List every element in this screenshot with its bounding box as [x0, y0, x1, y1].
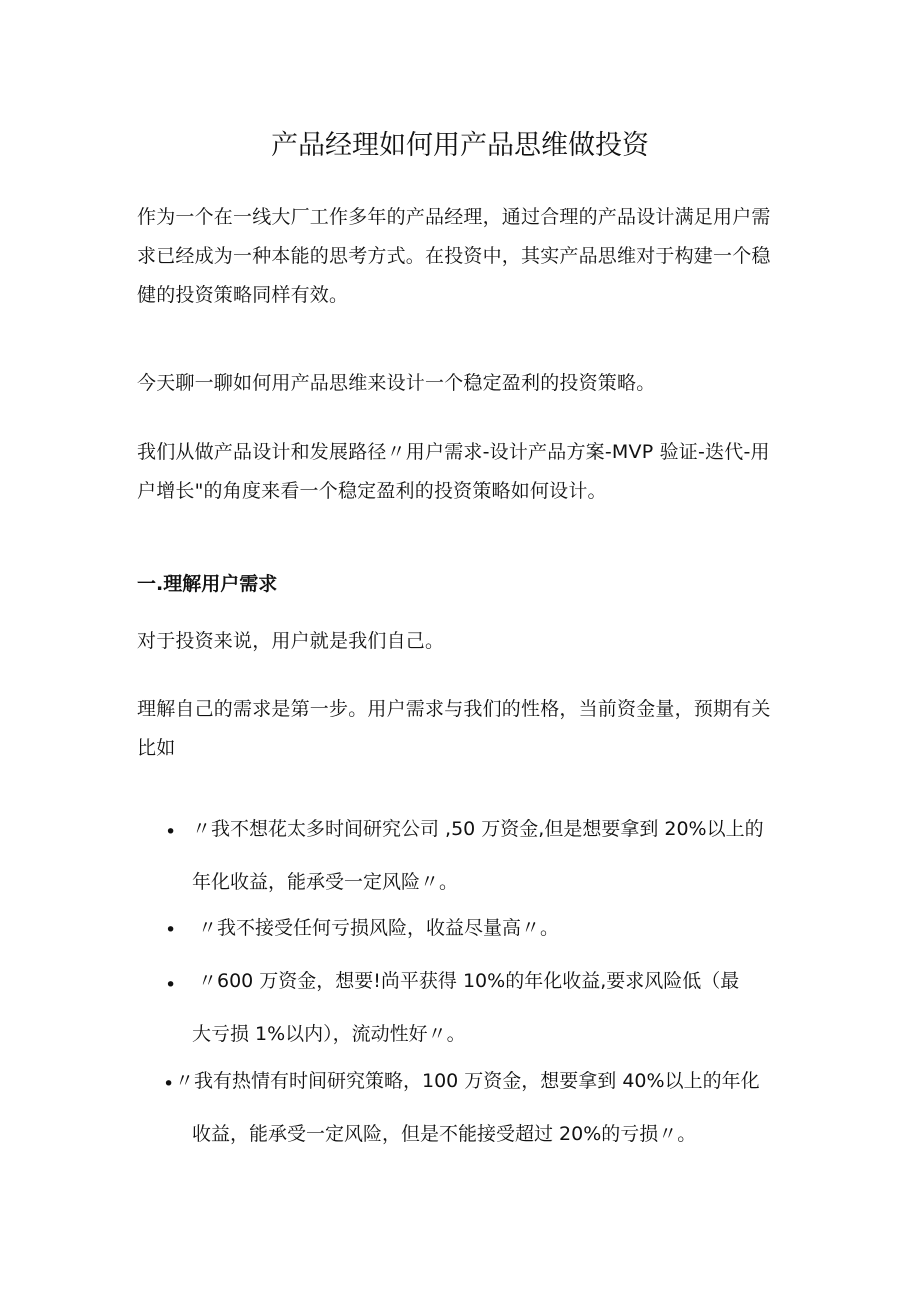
section-heading: 一.理解用户需求 [137, 573, 278, 595]
bullet-marker: • [165, 821, 177, 843]
list-item [175, 1055, 775, 1161]
intro-paragraph: 作为一个在一线大厂工作多年的产品经理，通过合理的产品设计满足用户需求已经成为一种本能的思考方式。在投资中，其实产品思维对于构建一个稳健的投资策略同样有效。 [137, 206, 771, 306]
list-item-line: 〃我不接受任何亏损风险，收益尽量高〃。 [198, 917, 560, 939]
bullet-marker: • [165, 974, 177, 996]
list-item-line: 〃我不想花太多时间研究公司 ,50 万资金,但是想要拿到 20%以上的 [192, 818, 764, 840]
bullet-marker: • [165, 919, 177, 941]
topic-paragraph: 今天聊一聊如何用产品思维来设计一个稳定盈利的投资策略。 [137, 372, 656, 394]
list-item-line: 〃600 万资金，想要!尚平获得 10%的年化收益,要求风险低（最 [198, 970, 740, 992]
list-item-line: 大亏损 1%以内），流动性好〃。 [192, 1023, 466, 1045]
list-item-line: 收益，能承受一定风险，但是不能接受超过 20%的亏损〃。 [192, 1123, 697, 1145]
user-needs-paragraph: 理解自己的需求是第一步。用户需求与我们的性格，当前资金量，预期有关比如 [137, 698, 771, 759]
list-item-line: 年化收益，能承受一定风险〃。 [192, 871, 459, 893]
approach-paragraph: 我们从做产品设计和发展路径〃用户需求-设计产品方案-MVP 验证-迭代-用户增长"的角度来看一个稳定盈利的投资策略如何设计。 [137, 441, 770, 502]
list-item [192, 955, 798, 1061]
list-item [198, 902, 798, 955]
user-definition-paragraph: 对于投资来说，用户就是我们自己。 [137, 630, 445, 652]
bullet-marker: • [163, 1073, 175, 1095]
list-item-line: 〃我有热情有时间研究策略，100 万资金，想要拿到 40%以上的年化 [175, 1070, 760, 1092]
page-title: 产品经理如何用产品思维做投资 [271, 130, 649, 161]
list-item [192, 803, 792, 909]
